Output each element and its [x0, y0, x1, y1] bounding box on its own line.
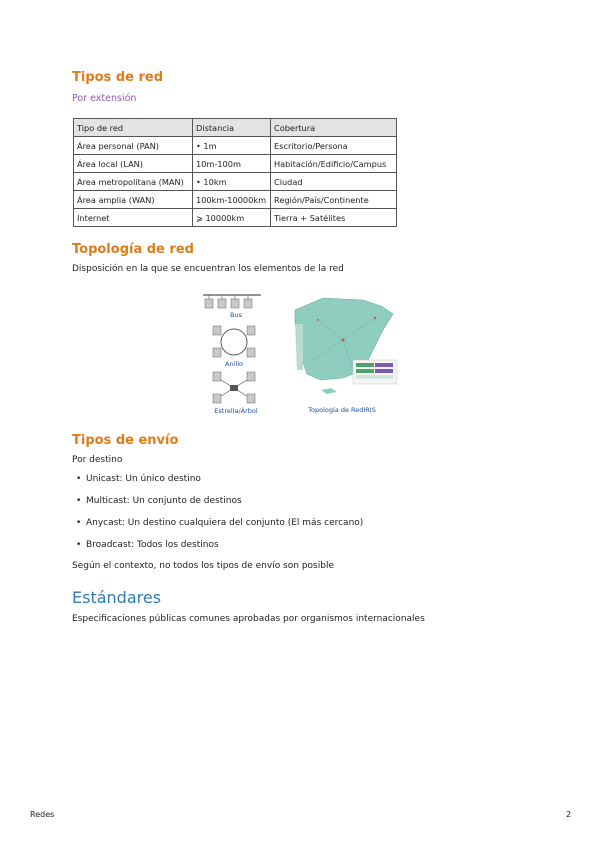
anillo-label: Anillo: [225, 360, 243, 368]
list-item: • Unicast: Un único destino: [72, 474, 363, 496]
table-cell: • 10km: [193, 173, 271, 191]
section-title-estandares: Estándares: [72, 588, 162, 607]
list-item: • Broadcast: Todos los destinos: [72, 540, 363, 562]
estandares-description: Especificaciones públicas comunes aprobadas por organismos internacionales: [72, 614, 425, 624]
table-cell: Área amplia (WAN): [74, 191, 193, 209]
table-header-row: [74, 119, 397, 137]
section-title-topologia: Topología de red: [72, 242, 194, 257]
footer-left: Redes: [30, 810, 55, 819]
section-title-tipos-envio: Tipos de envío: [72, 433, 179, 448]
table-cell: Ciudad: [271, 173, 397, 191]
table-cell: Internet: [74, 209, 193, 227]
table-cell: Tierra + Satélites: [271, 209, 397, 227]
table-cell: Región/País/Continente: [271, 191, 397, 209]
table-row: [74, 191, 397, 209]
section-title-tipos-red: Tipos de red: [72, 70, 164, 85]
table-row: [74, 155, 397, 173]
table-header: Cobertura: [271, 119, 397, 137]
rediris-caption: Topología de RedIRIS: [308, 406, 376, 414]
table-row: [74, 209, 397, 227]
subtitle-por-extension: Por extensión: [72, 93, 137, 104]
page-number: 2: [566, 810, 572, 819]
table-cell: Escritorio/Persona: [271, 137, 397, 155]
bus-label: Bus: [230, 311, 242, 319]
estrella-label: Estrella/Árbol: [214, 407, 258, 415]
table-cell: 10m-100m: [193, 155, 271, 173]
list-item: • Anycast: Un destino cualquiera del conjunto (El más cercano): [72, 518, 363, 540]
topology-figure: [203, 290, 403, 418]
context-note: Según el contexto, no todos los tipos de envío son posible: [72, 561, 334, 571]
network-types-table: [73, 118, 397, 227]
table-header: Tipo de red: [74, 119, 193, 137]
por-destino-text: Por destino: [72, 455, 123, 465]
list-item: • Multicast: Un conjunto de destinos: [72, 496, 363, 518]
topologia-description: Disposición en la que se encuentran los elementos de la red: [72, 264, 344, 274]
table-header: Distancia: [193, 119, 271, 137]
table-cell: 100km-10000km: [193, 191, 271, 209]
table-cell: • 1m: [193, 137, 271, 155]
topology-diagram-icon: [203, 290, 403, 418]
table-cell: Habitación/Edificio/Campus: [271, 155, 397, 173]
table-cell: Área personal (PAN): [74, 137, 193, 155]
send-types-list: [72, 474, 363, 562]
table-cell: ⩾ 10000km: [193, 209, 271, 227]
table-row: [74, 173, 397, 191]
table-cell: Área metropolitana (MAN): [74, 173, 193, 191]
table-cell: Área local (LAN): [74, 155, 193, 173]
table-row: [74, 137, 397, 155]
